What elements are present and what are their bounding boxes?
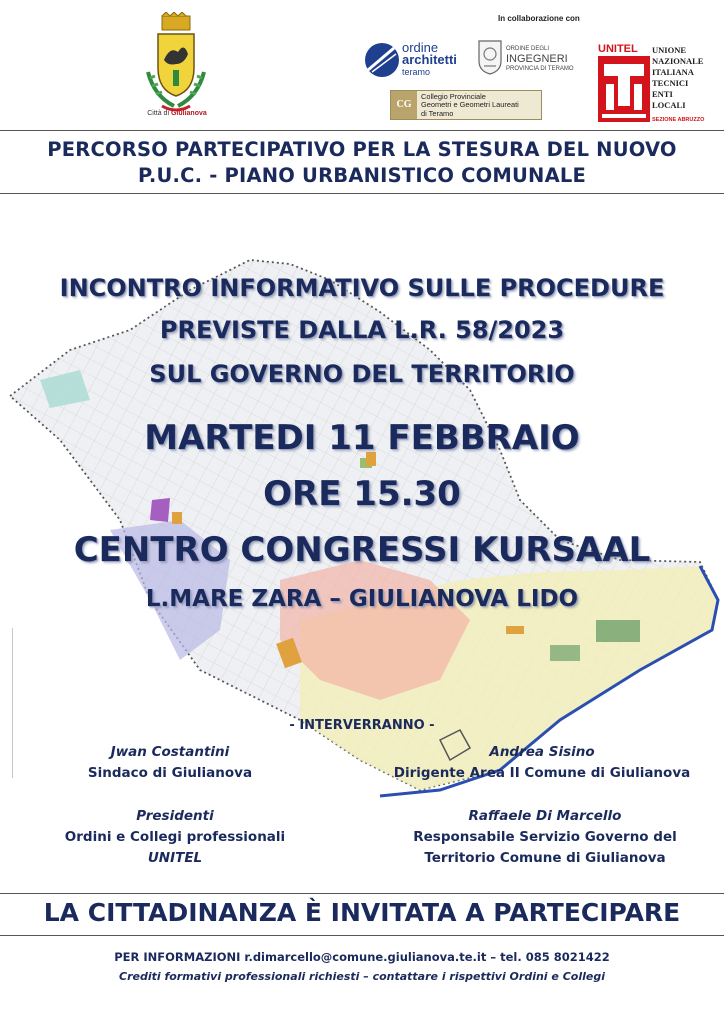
unitel-section: SEZIONE ABRUZZO xyxy=(652,117,705,123)
headline-line-2: PREVISTE DALLA L.R. 58/2023 xyxy=(159,316,565,344)
divider-subtitle xyxy=(0,193,724,194)
unitel-words: UNIONE NAZIONALE ITALIANA TECNICI ENTI LOCALI xyxy=(652,45,704,110)
scan-artifact-line xyxy=(12,628,13,778)
headline-line-1: INCONTRO INFORMATIVO SULLE PROCEDURE xyxy=(59,274,665,302)
subtitle-line-2: P.U.C. - PIANO URBANISTICO COMUNALE xyxy=(137,164,587,187)
ordine-ingegneri-emblem-icon xyxy=(476,38,504,76)
invitation-banner: LA CITTADINANZA È INVITATA A PARTECIPARE xyxy=(43,898,681,927)
event-time: ORE 15.30 xyxy=(263,474,461,514)
contact-info: PER INFORMAZIONI r.dimarcello@comune.giulianova.te.it – tel. 085 8021422 xyxy=(114,950,610,964)
subtitle-line-1: PERCORSO PARTECIPATIVO PER LA STESURA DEL NUOVO xyxy=(47,138,677,161)
unitel-name: UNITEL xyxy=(598,43,638,55)
divider-invite-bottom xyxy=(0,935,724,936)
event-date: MARTEDI 11 FEBBRAIO xyxy=(144,418,580,458)
collegio-geometri-mark: CG xyxy=(391,91,417,119)
speaker-presidenti: Presidenti Ordini e Collegi professionali UNITEL xyxy=(64,808,286,866)
unitel-logo xyxy=(598,44,650,122)
divider-top xyxy=(0,130,724,131)
speakers-heading: - INTERVERRANNO - xyxy=(289,718,435,733)
speaker-sisino: Andrea Sisino Dirigente Area II Comune di Giulianova xyxy=(393,744,691,781)
divider-invite-top xyxy=(0,893,724,894)
collegio-geometri-text: Collegio Provinciale Geometri e Geometri Laureati di Teramo xyxy=(421,92,519,118)
event-venue: CENTRO CONGRESSI KURSAAL xyxy=(73,530,651,570)
giulianova-coat-of-arms-logo xyxy=(140,12,212,124)
speaker-di-marcello: Raffaele Di Marcello Responsabile Servizio Governo del Territorio Comune di Giulianova xyxy=(413,808,677,866)
collaboration-note: In collaborazione con xyxy=(498,14,580,23)
headline-line-3: SUL GOVERNO DEL TERRITORIO xyxy=(149,360,575,388)
credits-note: Crediti formativi professionali richiesti – contattare i rispettivi Ordini e Collegi xyxy=(119,970,605,983)
comune-caption: Città di Giulianova xyxy=(147,110,207,117)
event-address: L.MARE ZARA – GIULIANOVA LIDO xyxy=(145,586,579,612)
ordine-architetti-text: ordine architetti teramo xyxy=(402,40,457,77)
collegio-geometri-logo xyxy=(390,90,542,120)
speaker-costantini: Jwan Costantini Sindaco di Giulianova xyxy=(87,744,253,781)
ordine-ingegneri-text: ORDINE DEGLI INGEGNERI PROVINCIA DI TERAMO xyxy=(506,46,574,72)
